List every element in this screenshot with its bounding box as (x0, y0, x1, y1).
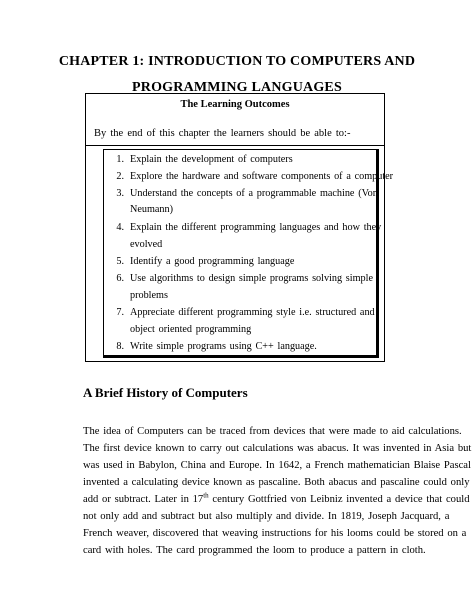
outcome-item-3: 3. Understand the concepts of a programmable machine (Von (116, 188, 378, 199)
outcome-item-4-continuation: evolved (130, 239, 163, 250)
learning-outcomes-title: The Learning Outcomes (180, 99, 290, 110)
paragraph-line: invented a calculating device known as pascaline. Both abacus and pascaline could only (83, 477, 470, 488)
outcome-item-8: 8. Write simple programs using C++ language. (116, 341, 317, 352)
outcomes-list (103, 149, 394, 358)
outcome-item-7-continuation: object oriented programming (130, 324, 252, 335)
paragraph-line: The first device known to carry out calculations was abacus. It was invented in Asia but (83, 443, 472, 454)
chapter-title-line-2: PROGRAMMING LANGUAGES (132, 80, 342, 95)
section-heading-history: A Brief History of Computers (83, 385, 248, 400)
paragraph-line: was used in Babylon, China and Europe. In 1642, a French mathematician Blaise Pascal (83, 460, 471, 471)
paragraph-line: add or subtract. Later in 17th century Gottfried von Leibniz invented a device that could (83, 491, 470, 505)
superscript-th: th (203, 491, 209, 500)
outcome-item-4: 4. Explain the different programming languages and how they (116, 222, 382, 233)
outcome-item-7: 7. Appreciate different programming style i.e. structured and (116, 307, 375, 318)
learning-outcomes-header (86, 94, 384, 146)
paragraph-line: card with holes. The card programmed the loom to produce a pattern in cloth. (83, 545, 426, 556)
learning-outcomes-intro: By the end of this chapter the learners should be able to:- (94, 128, 351, 139)
chapter-title-line-1: CHAPTER 1: INTRODUCTION TO COMPUTERS AND (58, 54, 416, 69)
outcome-item-6: 6. Use algorithms to design simple programs solving simple (116, 273, 373, 284)
outcome-item-1: 1. Explain the development of computers (116, 154, 293, 165)
outcome-item-6-continuation: problems (130, 290, 168, 301)
outcome-item-5: 5. Identify a good programming language (116, 256, 295, 267)
paragraph-line: French weaver, discovered that weaving instructions for his looms could be stored on a (83, 528, 467, 539)
paragraph-line: not only add and subtract but also multiply and divide. In 1819, Joseph Jacquard, a (83, 511, 450, 522)
outcome-item-2: 2. Explore the hardware and software components of a computer (116, 171, 394, 182)
learning-outcomes-box (85, 93, 394, 362)
paragraph-line: The idea of Computers can be traced from devices that were made to aid calculations. (83, 426, 462, 437)
outcome-item-3-continuation: Neumann) (130, 204, 173, 215)
